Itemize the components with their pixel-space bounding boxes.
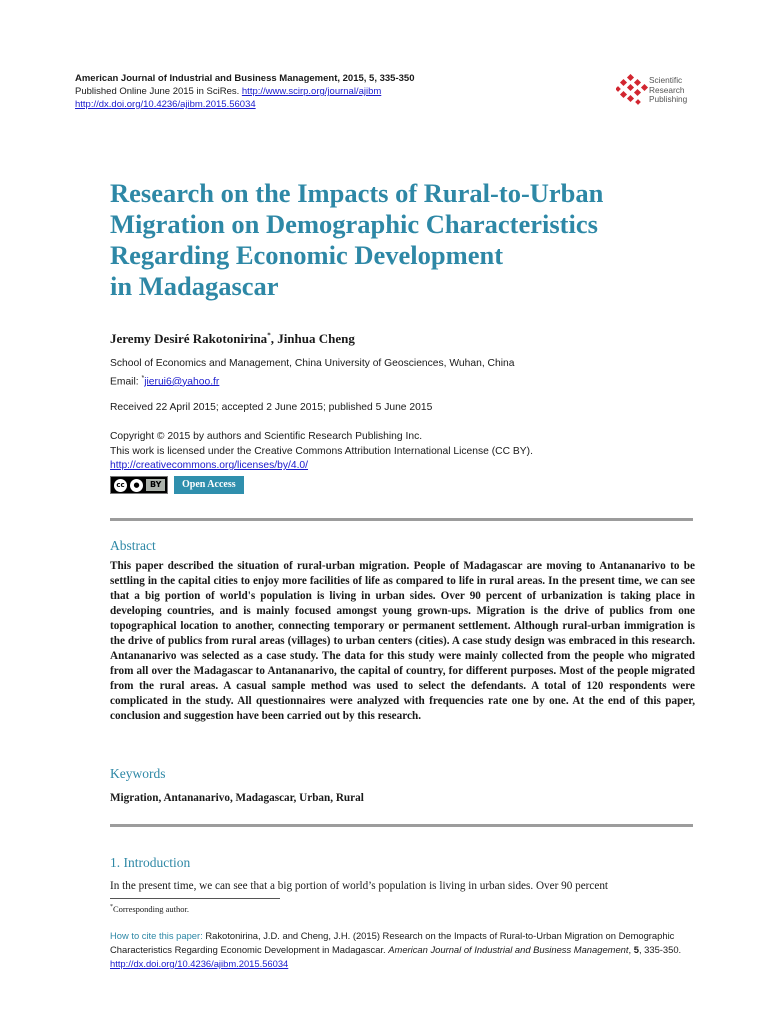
affiliation-block (110, 357, 514, 389)
publisher-name-line1: Scientific (649, 75, 683, 85)
publication-line (75, 85, 545, 98)
copyright-block (110, 430, 533, 474)
keywords-list: Migration, Antananarivo, Madagascar, Urban, Rural (110, 792, 364, 804)
license-line: This work is licensed under the Creative Commons Attribution International License (CC BY). (110, 445, 533, 457)
email-label: Email: (110, 375, 142, 387)
title-line-2: Migration on Demographic Characteristics (110, 209, 598, 239)
cc-by-badge[interactable] (110, 476, 168, 494)
journal-url-link[interactable]: http://www.scirp.org/journal/ajibm (241, 86, 382, 97)
citation-doi-link[interactable]: http://dx.doi.org/10.4236/ajibm.2015.56034 (110, 958, 289, 969)
citation-volume: 5 (633, 944, 639, 955)
license-link[interactable]: http://creativecommons.org/licenses/by/4.0/ (110, 460, 309, 471)
author-name: Jeremy Desiré Rakotonirina (110, 331, 268, 346)
open-access-badge[interactable]: Open Access (174, 476, 244, 494)
email-line (110, 372, 514, 390)
abstract-text: This paper described the situation of rural-urban migration. People of Madagascar are moving to Antananarivo to be settling in the capital cities to enjoy more facilities of life as compared to life in rural areas. In the present time, we can see that a big portion of world's population is living in urban sides. Over 90 percent of urbanization is taking place in developing countries, and is mainly focused amongst young grown-ups. Migration is the drive of publics from one topographical location to another, connecting temporary or permanent settlement. Although rural-urban immigration is the drive of publics from rural areas (villages) to urban centers (cities). A case study design was embraced in this research. Antananarivo was selected as a case study. The data for this study were mainly collected from the people who migrated from all over the Madagascar to Antananarivo, the capital of country, for different purposes. Most of the people migrated from the rural areas. A casual sample method was used to select the defendants. A total of 120 respondents were complicated in the study. All questionnaires were analyzed with frequencies rate one by one. At the end of this paper, conclusion and suggestion have been carried out by this research. (110, 560, 695, 722)
footnote-divider (110, 898, 280, 899)
publisher-name-line2: Research (649, 84, 685, 95)
title-line-4: in Madagascar (110, 271, 279, 301)
footnote (110, 904, 189, 914)
footnote-text: Corresponding author. (113, 904, 190, 914)
email-mark: * (141, 374, 145, 382)
section-divider (110, 824, 693, 827)
license-badges (110, 476, 244, 496)
copyright-line: Copyright © 2015 by authors and Scientific Research Publishing Inc. (110, 431, 423, 442)
corresponding-author-mark: * (267, 331, 271, 340)
section-divider (110, 518, 693, 521)
published-text: Published Online June 2015 in SciRes. (75, 86, 242, 97)
citation-label: How to cite this paper: (110, 930, 203, 941)
journal-header (75, 72, 545, 111)
author-list (110, 331, 355, 347)
affiliation: School of Economics and Management, China University of Geosciences, Wuhan, China (110, 358, 515, 369)
author-name: , Jinhua Cheng (270, 331, 355, 346)
doi-link[interactable]: http://dx.doi.org/10.4236/ajibm.2015.56034 (75, 99, 256, 110)
email-link[interactable]: jierui6@yahoo.fr (144, 375, 220, 387)
publisher-name-line3: Publishing (649, 94, 688, 104)
introduction-text: In the present time, we can see that a big portion of world’s population is living in urban sides. Over 90 percent (110, 880, 609, 892)
title-line-3: Regarding Economic Development (110, 240, 504, 270)
citation-journal: American Journal of Industrial and Business Management (388, 944, 629, 955)
cc-icon: cc (114, 479, 127, 492)
publisher-name (649, 76, 687, 105)
abstract-heading: Abstract (110, 538, 156, 553)
paper-title (110, 178, 700, 302)
title-line-1: Research on the Impacts of Rural-to-Urban (110, 178, 604, 208)
citation-block (110, 929, 700, 971)
journal-citation-line: American Journal of Industrial and Business Management, 2015, 5, 335-350 (75, 73, 415, 84)
citation-pages: , 335-350. (638, 944, 682, 955)
by-label: BY (146, 479, 165, 491)
publication-dates: Received 22 April 2015; accepted 2 June 2015; published 5 June 2015 (110, 402, 433, 413)
footnote-mark: * (110, 904, 113, 911)
citation-separator: , (628, 944, 634, 955)
introduction-heading: 1. Introduction (110, 855, 191, 870)
attribution-icon: ● (130, 479, 143, 492)
citation-reference: Rakotonirina, J.D. and Cheng, J.H. (2015) Research on the Impacts of Rural-to-Urban Migration on Demographic Characteristics Regarding Economic Development in Madagascar. (110, 930, 675, 955)
keywords-heading: Keywords (110, 766, 166, 781)
